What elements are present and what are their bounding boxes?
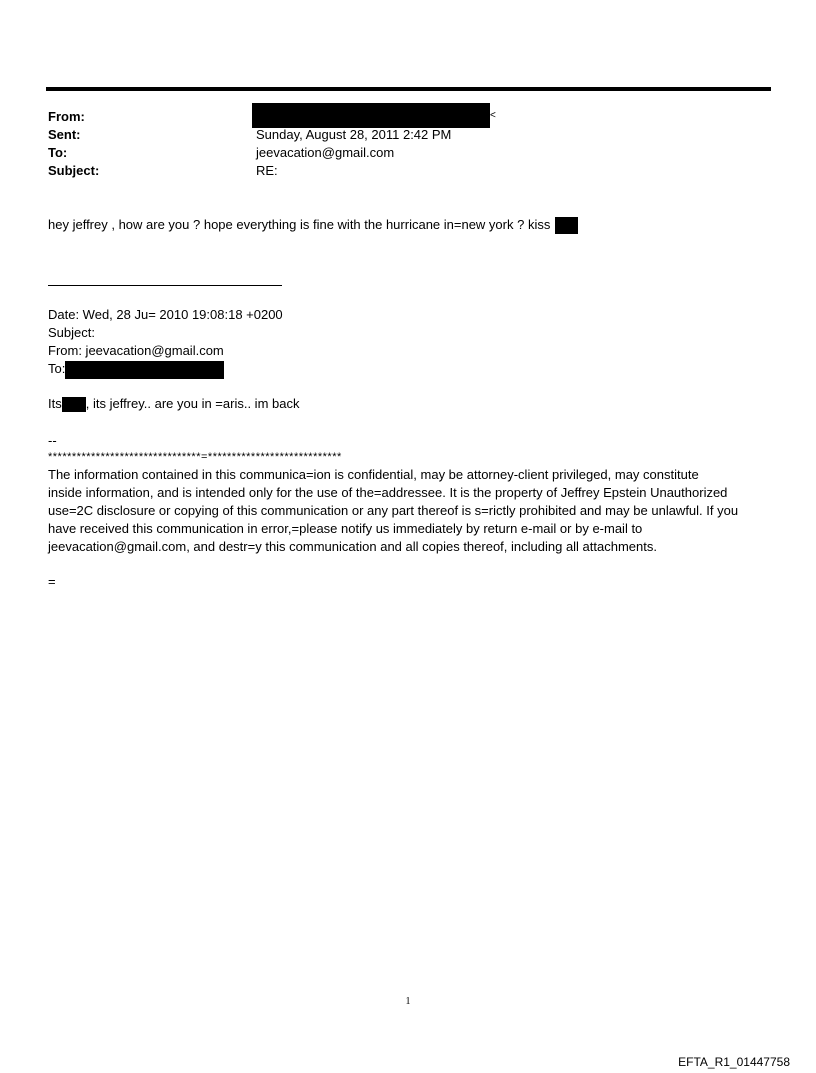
quoted-intro-line [48,395,299,413]
header-row-sent [48,126,768,144]
message-greeting [48,216,578,234]
to-value: jeevacation@gmail.com [256,145,395,160]
greeting-text: hey jeffrey , how are you ? hope everything is fine with the hurricane in=new york ? kiss [48,217,551,232]
to-label: To: [48,145,68,160]
sent-value: Sunday, August 28, 2011 2:42 PM [256,127,452,142]
document-id: EFTA_R1_01447758 [678,1055,790,1069]
from-label: From: [48,109,85,124]
redaction-from-address [252,103,490,128]
sent-label: Sent: [48,127,81,142]
redaction-to-address [65,361,224,379]
header-row-to [48,144,768,162]
quoted-to-prefix: To: [48,361,66,376]
quoted-from-line: From: jeevacation@gmail.com [48,343,224,358]
asterisk-divider: ********************************=**************************** [48,451,342,463]
confidentiality-disclaimer: The information contained in this communica=ion is confidential, may be attorney-client privileged, may constitute inside information, and is intended only for the use of the=addressee. It is the property of Jeffrey Epstein Unauthorized use=2C disclosure or copying of this communication or any part thereof is s=rictly prohibited and may be unlawful. If you have received this communication in error,=please notify us immediately by return e-mail or by e-mail to jeevacation@gmail.com, and destr=y this communication and all copies thereof, including all attachments. [48,467,739,554]
quoted-subject-line: Subject: [48,325,95,340]
quote-separator-line [48,285,282,286]
trailing-equals: = [48,574,56,589]
intro-text-before: Its [48,396,62,411]
quoted-to-line [48,360,283,378]
from-address-tail: < [490,110,496,121]
subject-value: RE: [256,163,278,178]
signature-dashes: -- [48,433,57,448]
header-row-from [48,108,768,126]
quoted-message-header [48,306,283,378]
subject-label: Subject: [48,163,100,178]
header-row-subject [48,162,768,180]
email-header [48,108,768,180]
header-top-rule [46,87,771,91]
quoted-date-line: Date: Wed, 28 Ju= 2010 19:08:18 +0200 [48,307,283,322]
intro-text-after: , its jeffrey.. are you in =aris.. im back [85,396,300,411]
redaction-signature-name [555,217,578,234]
page-number: 1 [405,996,411,1007]
redaction-sender-name [62,397,86,412]
